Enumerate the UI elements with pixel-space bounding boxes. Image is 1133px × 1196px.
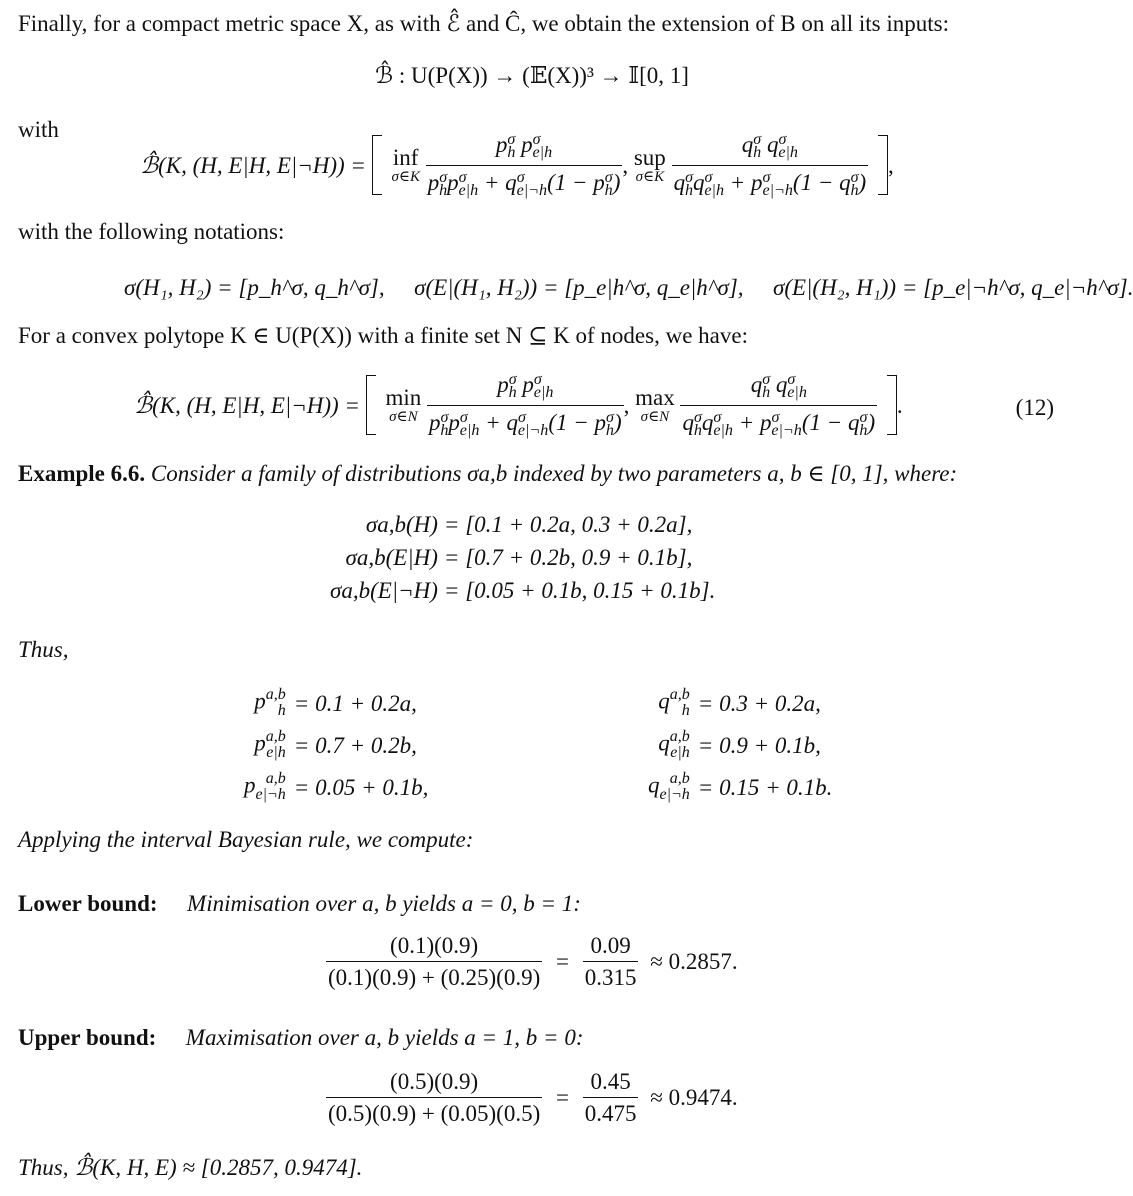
example-heading <box>18 462 957 485</box>
eq12-lhs: ℬ̂(K, (H, E|H, E|¬H)) = <box>134 392 360 418</box>
upper-bound-heading <box>18 1026 584 1049</box>
params-right <box>648 682 832 808</box>
lower-bound-label: Lower bound: <box>18 891 158 916</box>
lower-bound-heading <box>18 892 581 915</box>
param-symbol: q <box>658 688 670 714</box>
upper-fraction-2: $\frac{0.45}{0.475}$ <box>584 1069 637 1126</box>
family-row <box>330 508 715 541</box>
lower-result: ≈ 0.2857. <box>650 949 738 974</box>
lower-bound-text: Minimisation over a, b yields a = 0, b = 1: <box>187 891 581 916</box>
eq12-right-bracket <box>887 375 897 435</box>
lower-fraction-1: $\frac{(0.1)(0.9)}{(0.1)(0.9) + (0.25)(0.9)}$ <box>328 933 541 990</box>
min-fraction: $\frac{p^\sigma_h p^\sigma_{e|h}}{p^\sigma_hp^\sigma_{e|h} + q^\sigma_{e|\neg h}(1 - p^\sigma_h)}$ <box>428 371 622 439</box>
left-bracket <box>372 135 382 195</box>
param-symbol: p <box>244 772 256 798</box>
param-row: p a,b e|h = 0.7 + 0.2b, <box>244 724 428 766</box>
applying-text: Applying the interval Bayesian rule, we compute: <box>18 827 474 852</box>
params-left <box>244 682 428 808</box>
family-lhs: σa,b(E|¬H) <box>330 578 438 603</box>
intro-paragraph: Finally, for a compact metric space X, as with ℰ̂ and Ĉ, we obtain the extension of B on all its inputs: <box>18 11 949 36</box>
upper-result: ≈ 0.9474. <box>650 1085 738 1110</box>
example-label: Example 6.6. <box>18 461 146 486</box>
param-rhs: = 0.3 + 0.2a, <box>697 690 821 716</box>
param-row: q a,b e|¬h = 0.15 + 0.1b. <box>648 766 832 808</box>
family-equations <box>330 508 715 607</box>
lower-bound-computation: $\frac{(0.1)(0.9)}{(0.1)(0.9) + (0.25)(0.9)}$ = $\frac{0.09}{0.315}$ ≈ 0.2857. <box>328 933 738 990</box>
param-symbol: p <box>254 688 266 714</box>
definition-equation: ℬ̂(K, (H, E|H, E|¬H)) = inf σ∈K $\frac{p^\sigma_h p^\sigma_{e|h}}{p^\sigma_hp^\sigma_{e|h} + q^\sigma_{e|\neg h}(1 - p^\sigma_h)}$ , sup σ∈K $\frac{q^\sigma_h q^\sigma_{e|h}}{q^\sigma_hq^\sigma_{e|h} + p^\sigma_{e|\neg h}(1 - q^\sigma_h)}$ , <box>140 131 894 199</box>
param-rhs: = 0.9 + 0.1b, <box>697 732 821 758</box>
conclusion-formula: ℬ̂(K, H, E) ≈ [0.2857, 0.9474]. <box>74 1155 363 1180</box>
upper-bound-text: Maximisation over a, b yields a = 1, b = 0: <box>185 1025 584 1050</box>
family-rhs: = [0.1 + 0.2a, 0.3 + 0.2a], <box>443 512 693 537</box>
family-rhs: = [0.05 + 0.1b, 0.15 + 0.1b]. <box>443 578 716 603</box>
max-operator: max σ∈N <box>635 384 675 425</box>
upper-bound-computation: $\frac{(0.5)(0.9)}{(0.5)(0.9) + (0.05)(0.5)}$ = $\frac{0.45}{0.475}$ ≈ 0.9474. <box>328 1069 738 1126</box>
family-row <box>330 541 715 574</box>
with-label: with <box>18 117 59 142</box>
param-rhs: = 0.7 + 0.2b, <box>293 732 417 758</box>
family-rhs: = [0.7 + 0.2b, 0.9 + 0.1b], <box>443 545 693 570</box>
eq12-left-bracket <box>366 375 376 435</box>
param-row: p a,b h = 0.1 + 0.2a, <box>244 682 428 724</box>
family-lhs: σa,b(H) <box>365 512 438 537</box>
min-operator: min σ∈N <box>385 384 422 425</box>
example-text: Consider a family of distributions σa,b indexed by two parameters a, b ∈ [0, 1], where: <box>150 461 958 486</box>
param-row: p a,b e|¬h = 0.05 + 0.1b, <box>244 766 428 808</box>
map-equation: ℬ̂ : U(P(X)) → (𝔼(X))³ → 𝕀[0, 1] <box>375 63 689 88</box>
sup-fraction: $\frac{q^\sigma_h q^\sigma_{e|h}}{q^\sigma_hq^\sigma_{e|h} + p^\sigma_{e|\neg h}(1 - q^\sigma_h)}$ <box>673 131 867 199</box>
notation-2: σ(E|(H₁, H₂)) = [p_e|h^σ, q_e|h^σ], <box>414 275 744 300</box>
conclusion <box>18 1156 362 1179</box>
sup-operator: sup σ∈K <box>633 144 666 185</box>
notation-3: σ(E|(H₂, H₁)) = [p_e|¬h^σ, q_e|¬h^σ]. <box>773 275 1133 300</box>
family-row <box>330 574 715 607</box>
family-lhs: σa,b(E|H) <box>345 545 438 570</box>
param-symbol: q <box>658 730 670 756</box>
polytope-intro: For a convex polytope K ∈ U(P(X)) with a finite set N ⊆ K of nodes, we have: <box>18 323 748 348</box>
inf-fraction: $\frac{p^\sigma_h p^\sigma_{e|h}}{p^\sigma_hp^\sigma_{e|h} + q^\sigma_{e|\neg h}(1 - p^\sigma_h)}$ <box>427 131 621 199</box>
inf-operator: inf σ∈K <box>391 144 420 185</box>
max-fraction: $\frac{q^\sigma_h q^\sigma_{e|h}}{q^\sigma_hq^\sigma_{e|h} + p^\sigma_{e|\neg h}(1 - q^\sigma_h)}$ <box>682 371 876 439</box>
lower-fraction-2: $\frac{0.09}{0.315}$ <box>584 933 637 990</box>
param-row: q a,b h = 0.3 + 0.2a, <box>648 682 832 724</box>
param-symbol: q <box>648 772 660 798</box>
thus-label: Thus, <box>18 637 69 662</box>
notation-1: σ(H₁, H₂) = [p_h^σ, q_h^σ], <box>124 275 385 300</box>
param-rhs: = 0.1 + 0.2a, <box>293 690 417 716</box>
notation-intro: with the following notations: <box>18 219 285 244</box>
upper-bound-label: Upper bound: <box>18 1025 157 1050</box>
param-symbol: p <box>254 730 266 756</box>
equation-12: ℬ̂(K, (H, E|H, E|¬H)) = min σ∈N $\frac{p^\sigma_h p^\sigma_{e|h}}{p^\sigma_hp^\sigma_{e|h} + q^\sigma_{e|\neg h}(1 - p^\sigma_h)}$ , max σ∈N $\frac{q^\sigma_h q^\sigma_{e|h}}{q^\sigma_hq^\sigma_{e|h} + p^\sigma_{e|\neg h}(1 - q^\sigma_h)}$ . <box>134 371 903 439</box>
param-rhs: = 0.15 + 0.1b. <box>697 774 833 800</box>
param-row: q a,b e|h = 0.9 + 0.1b, <box>648 724 832 766</box>
definition-lhs: ℬ̂(K, (H, E|H, E|¬H)) = <box>140 152 366 178</box>
equation-number: (12) <box>1015 395 1054 420</box>
upper-fraction-1: $\frac{(0.5)(0.9)}{(0.5)(0.9) + (0.05)(0.5)}$ <box>328 1069 541 1126</box>
conclusion-prefix: Thus, <box>18 1155 69 1180</box>
right-bracket <box>878 135 888 195</box>
param-rhs: = 0.05 + 0.1b, <box>293 774 429 800</box>
notation-line <box>124 276 1133 299</box>
